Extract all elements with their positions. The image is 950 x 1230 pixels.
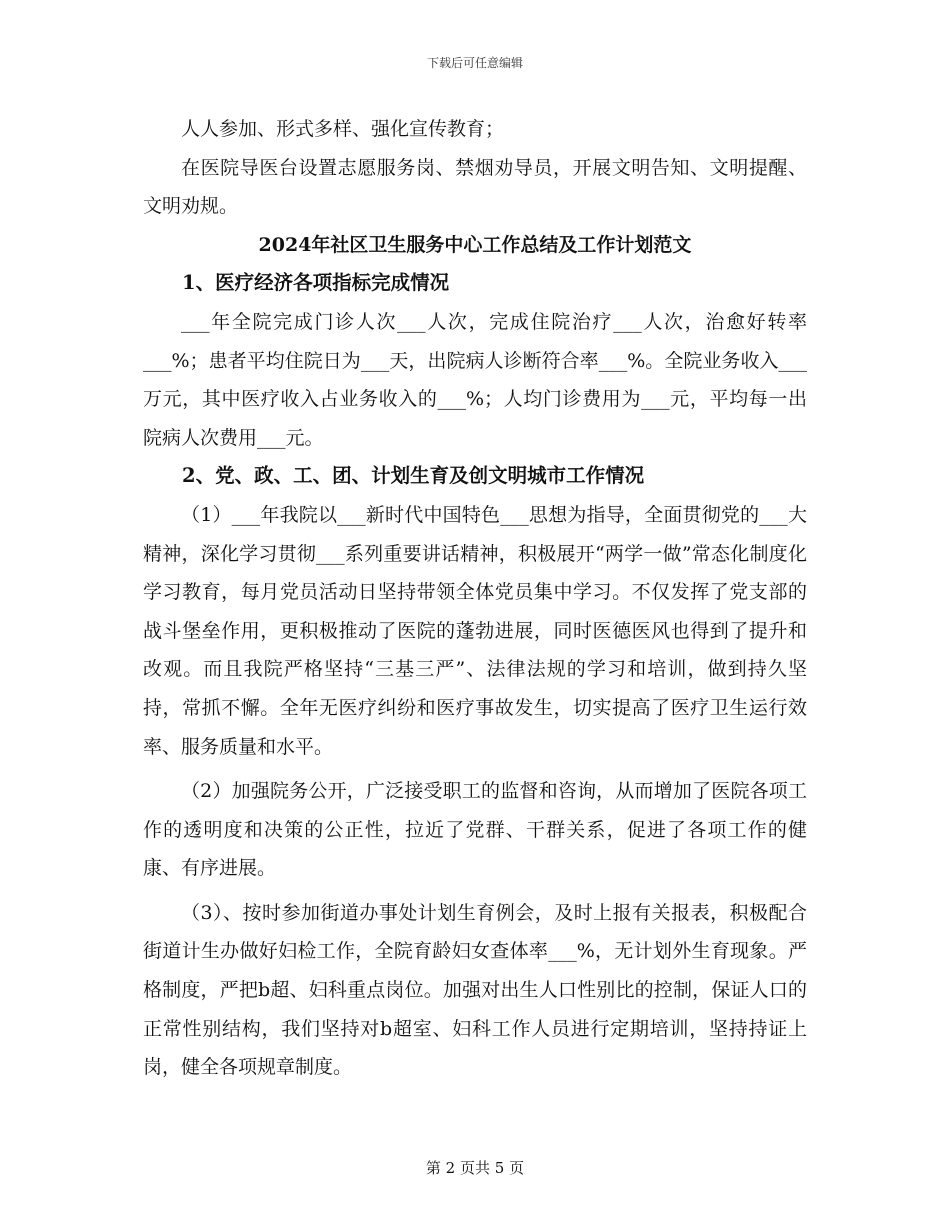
page-footer: 第 2 页共 5 页 [425,1159,525,1177]
section-heading-1: 1、医疗经济各项指标完成情况 [182,271,450,295]
paragraph-2: 在医院导医台设置志愿服务岗、禁烟劝导员，开展文明告知、文明提醒、文明劝规。 [143,156,807,218]
section-heading-2: 2、党、政、工、团、计划生育及创文明城市工作情况 [182,464,645,488]
paragraph-1: 人人参加、形式多样、强化宣传教育； [181,118,505,140]
document-title: 2024年社区卫生服务中心工作总结及工作计划范文 [258,233,692,256]
document-body [143,110,807,1087]
paragraph-6: （3）、按时参加街道办事处计划生育例会，及时上报有关报表，积极配合街道计生办做好妇检工作，全院育龄妇女查体率___%，无计划外生育现象。严格制度，严把b超、妇科重点岗位。加强对出生人口性别比的控制，保证人口的正常性别结构，我们坚持对b超室、妇科工作人员进行定期培训，坚持持证上岗，健全各项规章制度。 [143,901,807,1079]
paragraph-3: ___年全院完成门诊人次___人次，完成住院治疗___人次，治愈好转率___%；患者平均住院日为___天，出院病人诊断符合率___%。全院业务收入___万元，其中医疗收入占业务收入的___%；人均门诊费用为___元，平均每一出院病人次费用___元。 [143,310,807,449]
paragraph-5: （2）加强院务公开，广泛接受职工的监督和咨询，从而增加了医院各项工作的透明度和决策的公正性，拉近了党群、干群关系，促进了各项工作的健康、有序进展。 [143,780,807,880]
page-header: 下载后可任意编辑 [426,56,523,70]
paragraph-4: （1）___年我院以___新时代中国特色___思想为指导，全面贯彻党的___大精神，深化学习贯彻___系列重要讲话精神，积极展开“两学一做”常态化制度化学习教育，每月党员活动日坚持带领全体党员集中学习。不仅发挥了党支部的战斗堡垒作用，更积极推动了医院的蓬勃进展，同时医德医风也得到了提升和改观。而且我院严格坚持“三基三严”、法律法规的学习和培训，做到持久坚持，常抓不懈。全年无医疗纠纷和医疗事故发生，切实提高了医疗卫生运行效率、服务质量和水平。 [143,503,807,758]
